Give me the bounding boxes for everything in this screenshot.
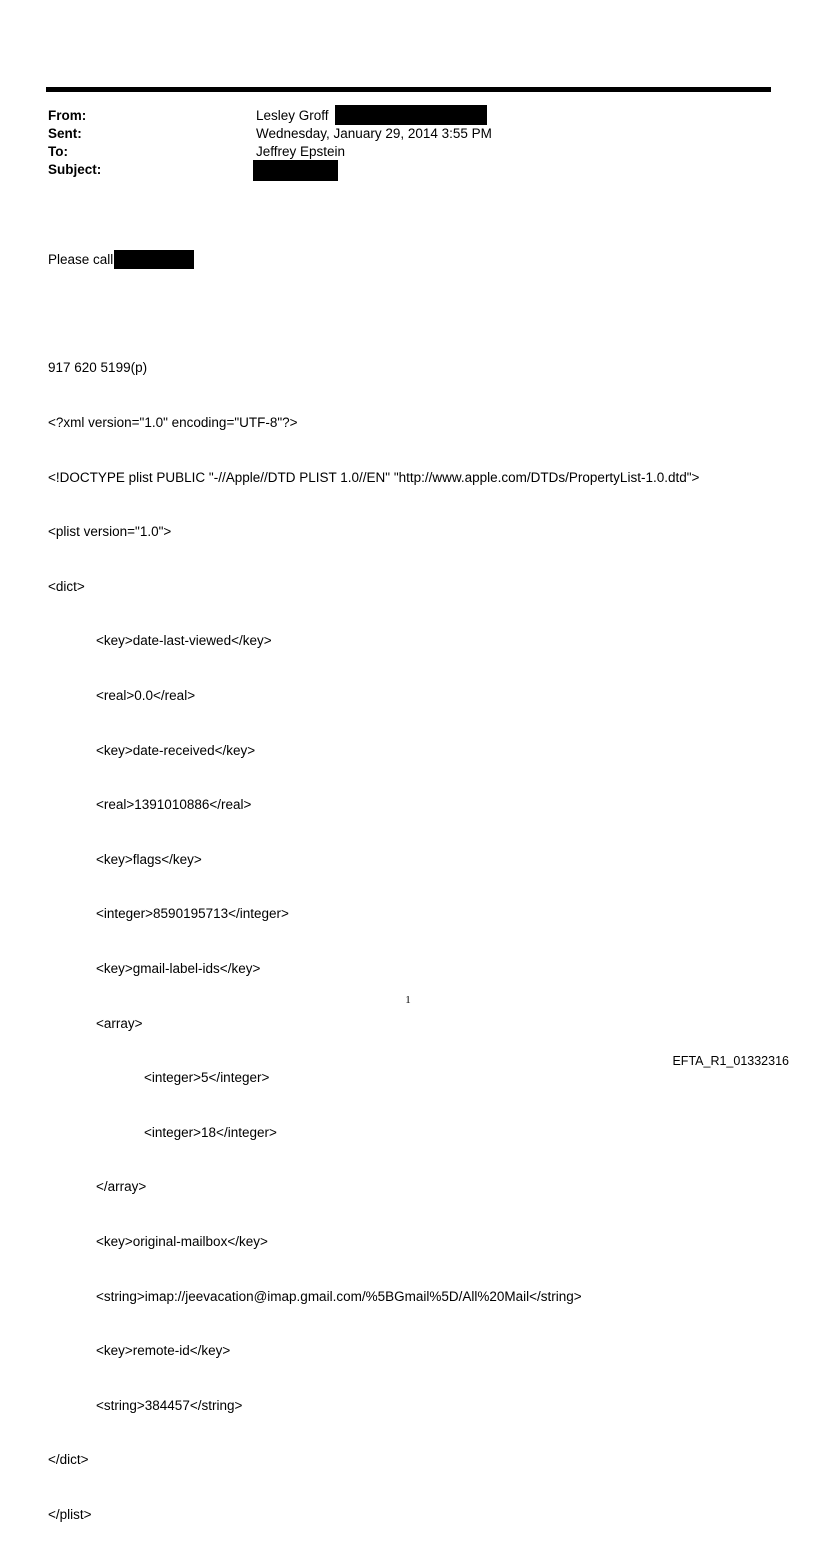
from-value-wrap bbox=[256, 107, 487, 125]
sent-row bbox=[48, 125, 768, 143]
plist-line: </array> bbox=[96, 1179, 147, 1195]
phone-number: 917 620 5199(p) bbox=[48, 360, 148, 376]
plist-line: <!DOCTYPE plist PUBLIC "-//Apple//DTD PLIST 1.0//EN" "http://www.apple.com/DTDs/PropertyList-1.0.dtd"> bbox=[48, 469, 700, 485]
to-label: To: bbox=[48, 144, 68, 159]
please-call-text: Please call bbox=[48, 252, 114, 268]
subject-label: Subject: bbox=[48, 162, 102, 177]
email-header bbox=[48, 107, 768, 179]
plist-line: <real>0.0</real> bbox=[96, 687, 196, 703]
subject-row bbox=[48, 161, 768, 179]
plist-line: <key>date-last-viewed</key> bbox=[96, 633, 272, 649]
sent-value: Wednesday, January 29, 2014 3:55 PM bbox=[256, 126, 492, 141]
plist-line: <string>384457</string> bbox=[96, 1397, 243, 1413]
from-row bbox=[48, 107, 768, 125]
plist-line: <?xml version="1.0" encoding="UTF-8"?> bbox=[48, 415, 298, 430]
plist-line: <array> bbox=[96, 1015, 143, 1031]
redaction-box bbox=[335, 105, 487, 125]
page-number: 1 bbox=[405, 994, 411, 1006]
plist-line: <key>remote-id</key> bbox=[96, 1343, 231, 1359]
plist-line: </dict> bbox=[48, 1452, 89, 1468]
plist-line: <key>original-mailbox</key> bbox=[96, 1233, 268, 1249]
plist-line: <integer>18</integer> bbox=[144, 1124, 277, 1140]
plist-line: <string>imap://jeevacation@imap.gmail.com/%5BGmail%5D/All%20Mail</string> bbox=[96, 1288, 582, 1304]
sent-label: Sent: bbox=[48, 126, 82, 141]
from-value: Lesley Groff bbox=[256, 108, 329, 123]
plist-line: </plist> bbox=[48, 1506, 92, 1522]
plist-line: <plist version="1.0"> bbox=[48, 524, 172, 540]
header-rule bbox=[46, 87, 771, 92]
plist-line: <integer>5</integer> bbox=[144, 1070, 270, 1086]
to-value: Jeffrey Epstein bbox=[256, 144, 346, 159]
plist-line: <real>1391010886</real> bbox=[96, 797, 252, 813]
from-label: From: bbox=[48, 108, 87, 123]
please-call-line bbox=[48, 251, 778, 269]
redaction-box bbox=[253, 160, 338, 181]
plist-line: <key>flags</key> bbox=[96, 851, 202, 867]
spacer bbox=[48, 306, 778, 323]
bates-number: EFTA_R1_01332316 bbox=[672, 1054, 789, 1068]
plist-line: <key>date-received</key> bbox=[96, 742, 256, 758]
redaction-box bbox=[114, 250, 194, 269]
email-body bbox=[48, 215, 778, 1542]
plist-line: <dict> bbox=[48, 578, 85, 594]
to-row bbox=[48, 143, 768, 161]
plist-line: <integer>8590195713</integer> bbox=[96, 906, 289, 922]
plist-line: <key>gmail-label-ids</key> bbox=[96, 960, 261, 976]
